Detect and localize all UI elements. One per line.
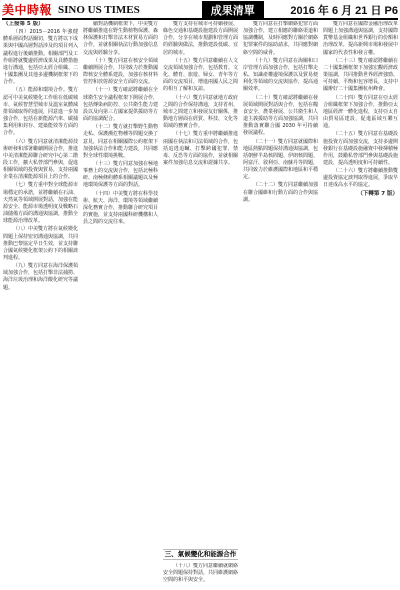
paragraph: （二十一）雙方同意就國際和地區熱點問題保持溝通與協調，包括朝鮮半島核問題、伊朗核問題、阿富汗、敘利亞、南蘇丹等問題，共同致力於維護國際和地區和平穩定。 xyxy=(243,138,318,181)
paragraph: （十九）雙方同意在海關和口岸管理方面加強合作，包括打擊走私、知識產權邊境保護以及貿易便利化等領域的交流與協作，提高通關效率。 xyxy=(243,57,318,93)
masthead-logo: 美中時報 xyxy=(2,3,53,17)
paragraph: （十二）雙方就打擊野生動物走私、保護瀕危物種等問題交換了意見，同意在相關國際公約框架下加強執法合作和能力建設，共同應對全球性環境挑戰。 xyxy=(83,124,158,159)
page-number: P6 xyxy=(384,4,398,17)
paragraph: （七）雙方重申對全球能源市場穩定的承諾，並將繼續在石油、天然氣等領域開展對話，加強在能源安全、能源市場透明度及戰略石油儲備方面的溝通與協調，推動全球能源治理改革。 xyxy=(3,182,78,225)
paragraph: （六）雙方同意就清潔能源技術研發和部署繼續開展合作，推進中美清潔能源聯合研究中心第二階段工作，擴大私營部門參與，促進相關領域的投資與貿易，支持兩國企業在清潔能源項目上的合作。 xyxy=(3,138,78,181)
column-1 xyxy=(3,21,78,587)
paragraph: （十七）雙方重申將繼續推進兩國在執法和司法領域的合作，包括追逃追贓、打擊跨國犯罪、禁毒、反恐等方面的協作，並就相關案件加強信息交流和證據共享。 xyxy=(163,131,238,166)
paragraph: （二十五）雙方同意在基礎設施投資方面加強交流，支持多邊開發銀行在基礎設施融資中發揮積極作用，鼓勵私營部門參與基礎設施建設，提高透明度和可持續性。 xyxy=(323,131,398,166)
paragraph: （八）中美雙方將在氣候變化問題上保持密切溝通與協調，共同推動巴黎協定早日生效，並支持聯合國氣候變化框架公約下的相關談判進程。 xyxy=(3,226,78,261)
paragraph: （二十六）雙方將繼續推動雙邊投資協定談判取得進展，爭取早日達成高水平的協定。 xyxy=(323,168,398,189)
column-4 xyxy=(243,21,318,587)
masthead-date xyxy=(290,2,398,18)
section-title: 成果清單 xyxy=(202,1,264,19)
paragraph: 續對話機制框架下，中美雙方將繼續推進在野生動植物保護、森林保護和打擊非法木材貿易方面的合作，並就相關執法行動加強信息交流與經驗分享。 xyxy=(83,21,158,56)
column-3 xyxy=(163,21,238,587)
masthead xyxy=(2,1,398,20)
paragraph: （十八）雙方同意繼續就網絡安全問題保持對話，共同維護網絡空間的和平與安全。 xyxy=(163,563,238,584)
column-2 xyxy=(83,21,158,587)
paragraph: （四）2015－2016 年強健體系層面對話關切，雙方將以下成果與中國高層對話涉及的項目列入議程進行後續推動。相關部門及工作組將就雙邊經濟成果及具體措施進行溝通，包括亞太經合組織、二十國集團及其他多邊機制框架下的合作。 xyxy=(3,29,78,86)
continued-from-note: （上接第 5 版） xyxy=(3,21,44,27)
paragraph: （十五）雙方同意繼續在人文交流領域加強合作，包括教育、文化、體育、旅遊、婦女、青年等方面的交流項目，增進兩國人民之間的相互了解和友誼。 xyxy=(163,57,238,93)
section-subheading: 三、氣候變化和能源合作 xyxy=(164,550,237,558)
paragraph: （二十四）雙方同意在亞太經合組織框架下加強合作，推動亞太地區經濟一體化進程，支持亞太自由貿易區建設，促進區域互聯互通。 xyxy=(323,94,398,130)
article-body xyxy=(3,21,398,587)
paragraph: 雙方同意在國際金融治理改革問題上加強溝通與協調，支持國際貨幣基金組織和世界銀行的份額和治理改革，提高新興市場和發展中國家的代表性和發言權。 xyxy=(323,21,398,56)
paragraph: 雙方支持在城市可持續發展、綠色交通和基礎設施建設方面開展合作，分享在城市規劃和管理方面的經驗與做法，推動建設低碳、宜居的城市。 xyxy=(163,21,238,56)
issue-date: 2016 年 6 月 21 日 xyxy=(290,4,382,17)
paragraph: 雙方同意在打擊網絡犯罪方面加強合作，建立相應的聯絡渠道和協調機制，及時回應對方關於網絡犯罪案件的協助請求，共同應對網絡空間的威脅。 xyxy=(243,21,318,56)
masthead-english-title: SINO US TIMES xyxy=(58,3,140,16)
paragraph: （十一）雙方確認將繼續在全球衛生安全議程框架下開展合作，包括傳染病防控、公共衛生能力建設以及向第三方國家提供援助等方面的協調配合。 xyxy=(83,87,158,123)
paragraph: （十六）雙方同意就地方政府之間的合作保持溝通，支持省州、城市之間建立和發展友好關係，推動地方層面在經貿、科技、文化等領域的務實合作。 xyxy=(163,94,238,130)
paragraph: （十）雙方同意在核安全領域繼續開展合作，共同致力於推動國際核安全體系建設，加強在核材料管控和放射源安全方面的交流。 xyxy=(83,57,158,86)
paragraph: （二十二）雙方同意繼續加強在聯合國維和行動方面的合作與協調。 xyxy=(243,182,318,203)
paragraph: （九）雙方同意在海洋保護領域加強合作，包括打擊非法捕撈、海洋垃圾治理和海洋酸化研究等議題。 xyxy=(3,263,78,291)
column-5 xyxy=(323,21,398,587)
paragraph: （十三）雙方同意加強在極地事務上的交流與合作，包括北極科研、南極條約體系相關議題以及極地環境保護等方面的對話。 xyxy=(83,160,158,189)
continued-on-note: （下轉第 7 版） xyxy=(357,190,398,197)
paragraph: （五）能源和環境合作。雙方認可中美氣候變化工作組在低碳城市、氣候智慧型城市及溫室氣體減排領域取得的進展，同意進一步加強合作，包括在新能源汽車、碳捕集利用和封存、建築能效等方面的合作。 xyxy=(3,87,78,137)
paragraph: （十四）中美雙方將在科學技術、航天、海洋、環境等領域繼續深化務實合作，推動聯合研究項目的實施，並支持兩國科研機構和人員之間的交流往來。 xyxy=(83,190,158,226)
paragraph: （二十）雙方確認將繼續在發展領域開展對話與合作，包括在糧食安全、農業發展、公共衛生和人道主義援助等方面加強協調，共同推動落實聯合國 2030 年可持續發展議程。 xyxy=(243,94,318,137)
paragraph: （二十三）雙方確認將繼續在二十國集團框架下加強宏觀經濟政策協調，共同推動世界經濟強勁、可持續、平衡和包容增長，支持中國辦好二十國集團杭州峰會。 xyxy=(323,57,398,93)
